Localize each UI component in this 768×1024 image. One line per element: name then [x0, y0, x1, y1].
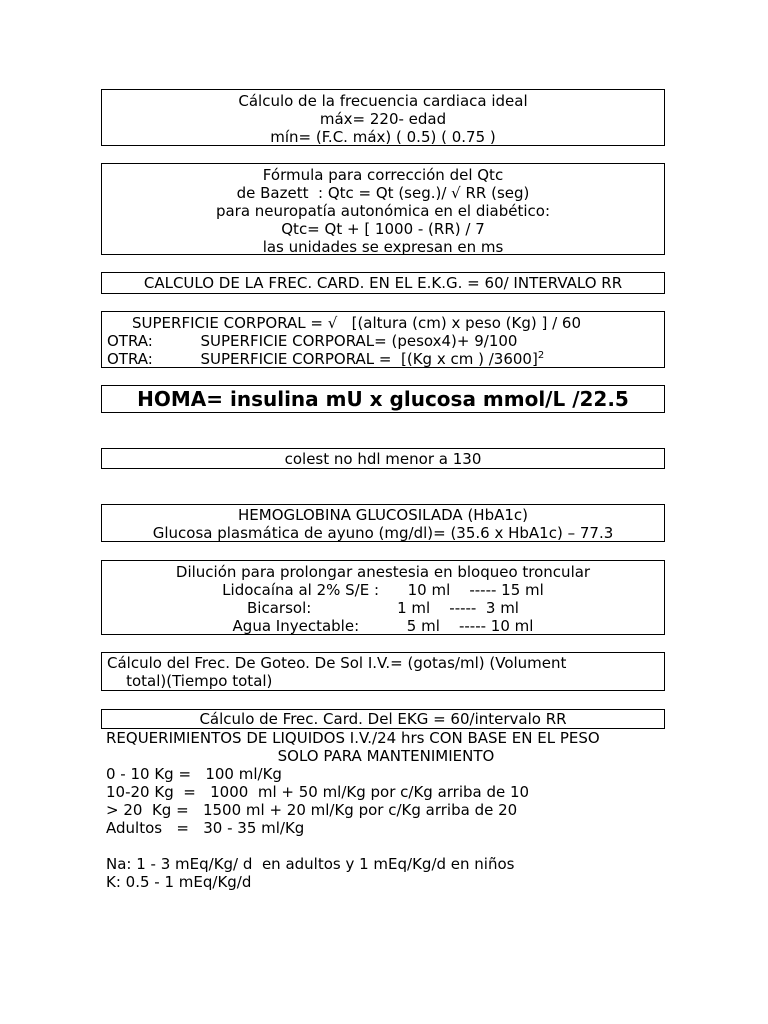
dilucion-lidocaina: Lidocaína al 2% S/E : 10 ml ----- 15 ml — [222, 581, 544, 599]
box-frec-ekg-2 — [101, 709, 665, 729]
box-superficie — [101, 311, 665, 368]
hba1c-title: HEMOGLOBINA GLUCOSILADA (HbA1c) — [238, 506, 528, 524]
box-homa — [101, 385, 665, 413]
superficie-line-1: SUPERFICIE CORPORAL = √ [(altura (cm) x peso (Kg) ] / 60 — [132, 314, 582, 332]
qtc-neuropatia: para neuropatía autonómica en el diabético: — [215, 202, 551, 220]
fc-min: mín= (F.C. máx) ( 0.5) ( 0.75 ) — [270, 128, 496, 146]
req-row-20-plus: > 20 Kg = 1500 ml + 20 ml/Kg por c/Kg arriba de 20 — [106, 801, 518, 819]
superficie-line-3 — [107, 350, 664, 368]
req-row-10-20: 10-20 Kg = 1000 ml + 50 ml/Kg por c/Kg arriba de 10 — [106, 783, 530, 801]
dilucion-title: Dilución para prolongar anestesia en bloqueo troncular — [175, 563, 591, 581]
superficie-exponent: 2 — [537, 350, 545, 361]
qtc-title: Fórmula para corrección del Qtc — [262, 166, 504, 184]
fc-max: máx= 220- edad — [319, 110, 447, 128]
box-colest — [101, 448, 665, 469]
qtc-unidades: las unidades se expresan en ms — [262, 238, 504, 256]
box-goteo — [101, 652, 665, 691]
electrolyte-k: K: 0.5 - 1 mEq/Kg/d — [106, 873, 252, 891]
goteo-line-1: Cálculo del Frec. De Goteo. De Sol I.V.= (gotas/ml) (Volument — [107, 654, 567, 672]
blank-spacer — [106, 837, 666, 855]
qtc-formula: Qtc= Qt + [ 1000 - (RR) / 7 — [281, 220, 485, 238]
superficie-line-2: OTRA: SUPERFICIE CORPORAL= (pesox4)+ 9/100 — [107, 332, 518, 350]
electrolyte-na: Na: 1 - 3 mEq/Kg/ d en adultos y 1 mEq/Kg/d en niños — [106, 855, 515, 873]
req-row-0-10: 0 - 10 Kg = 100 ml/Kg — [106, 765, 282, 783]
qtc-bazett: de Bazett : Qtc = Qt (seg.)/ √ RR (seg) — [236, 184, 530, 202]
box-frec-ekg — [101, 272, 665, 294]
requerimientos-title-1: REQUERIMIENTOS DE LIQUIDOS I.V./24 hrs CON BASE EN EL PESO — [106, 729, 600, 747]
requerimientos-section — [106, 729, 666, 891]
box-fc-ideal — [101, 89, 665, 146]
superficie-line-3-text: OTRA: SUPERFICIE CORPORAL = [(Kg x cm ) /3600] — [107, 350, 538, 368]
dilucion-bicarsol: Bicarsol: 1 ml ----- 3 ml — [247, 599, 519, 617]
homa-text: HOMA= insulina mU x glucosa mmol/L /22.5 — [137, 387, 629, 411]
box-hba1c — [101, 504, 665, 542]
colest-text: colest no hdl menor a 130 — [284, 450, 482, 468]
requerimientos-title-2: SOLO PARA MANTENIMIENTO — [277, 747, 495, 765]
box-dilucion — [101, 560, 665, 635]
frec-ekg-text: CALCULO DE LA FREC. CARD. EN EL E.K.G. = 60/ INTERVALO RR — [143, 274, 623, 292]
hba1c-formula: Glucosa plasmática de ayuno (mg/dl)= (35.6 x HbA1c) – 77.3 — [152, 524, 614, 542]
goteo-line-2: total)(Tiempo total) — [107, 672, 273, 690]
frec-ekg-2-text: Cálculo de Frec. Card. Del EKG = 60/intervalo RR — [199, 710, 567, 728]
dilucion-agua: Agua Inyectable: 5 ml ----- 10 ml — [232, 617, 534, 635]
fc-ideal-title: Cálculo de la frecuencia cardiaca ideal — [238, 92, 528, 110]
box-qtc — [101, 163, 665, 255]
req-row-adultos: Adultos = 30 - 35 ml/Kg — [106, 819, 305, 837]
